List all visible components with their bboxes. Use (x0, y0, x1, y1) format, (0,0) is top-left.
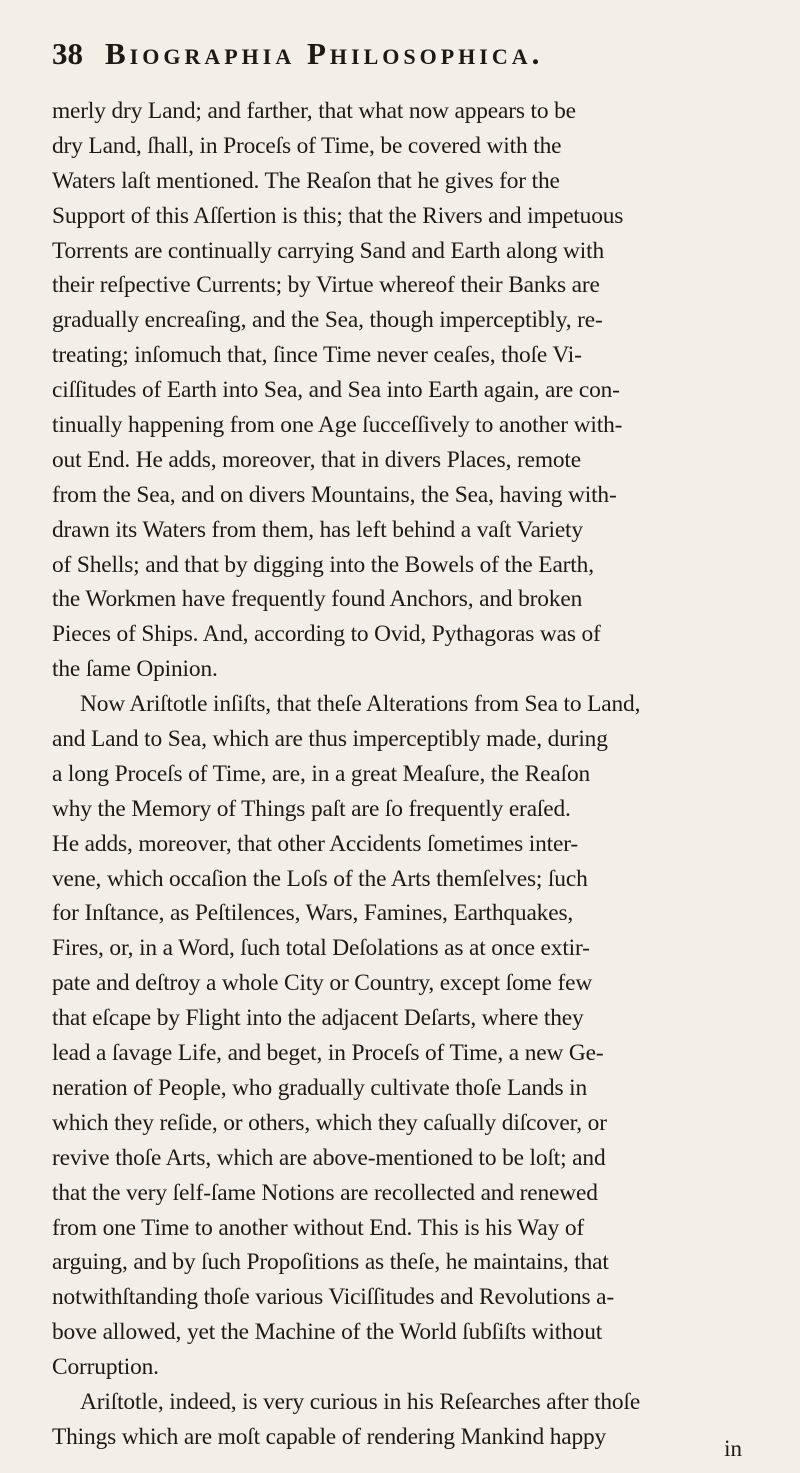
text-line: for Inſtance, as Peſtilences, Wars, Famines, Earthquakes, (52, 900, 574, 927)
text-line: arguing, and by ſuch Propoſitions as theſe, he maintains, that (52, 1249, 609, 1276)
text-line: gradually encreaſing, and the Sea, though imperceptibly, re- (52, 307, 603, 334)
text-line: a long Proceſs of Time, are, in a great Meaſure, the Reaſon (52, 760, 591, 787)
running-title: Biographia Philosophica. (105, 36, 544, 71)
body-text (52, 94, 754, 1455)
text-line: tinually happening from one Age ſucceſſively to another with- (52, 412, 623, 439)
text-line: which they reſide, or others, which they caſually diſcover, or (52, 1109, 607, 1136)
text-line: Things which are moſt capable of rendering Mankind happy (52, 1423, 607, 1450)
page-number: 38 (52, 36, 83, 71)
text-line: ciſſitudes of Earth into Sea, and Sea into Earth again, are con- (52, 377, 620, 404)
text-line: Pieces of Ships. And, according to Ovid, Pythagoras was of (52, 621, 601, 648)
text-line: bove allowed, yet the Machine of the World ſubſiſts without (52, 1319, 603, 1346)
text-line: pate and deſtroy a whole City or Country, except ſome few (52, 970, 593, 997)
text-line: the Workmen have frequently found Anchors, and broken (52, 586, 583, 613)
running-head (52, 36, 754, 92)
text-line: treating; inſomuch that, ſince Time never ceaſes, thoſe Vi- (52, 342, 582, 369)
text-line: He adds, moreover, that other Accidents ſometimes inter- (52, 830, 579, 857)
text-line: from one Time to another without End. This is his Way of (52, 1214, 585, 1241)
text-line: Ariſtotle, indeed, is very curious in his Reſearches after thoſe (80, 1388, 641, 1415)
text-line: Torrents are continually carrying Sand and Earth along with (52, 237, 605, 264)
text-line: neration of People, who gradually cultivate thoſe Lands in (52, 1074, 587, 1101)
text-line: dry Land, ſhall, in Proceſs of Time, be covered with the (52, 132, 562, 159)
text-line: Fires, or, in a Word, ſuch total Deſolations as at once extir- (52, 935, 590, 962)
catchword: in (724, 1436, 742, 1461)
text-line: lead a ſavage Life, and beget, in Proceſs of Time, a new Ge- (52, 1040, 604, 1067)
text-line: why the Memory of Things paſt are ſo frequently eraſed. (52, 795, 571, 822)
text-line: and Land to Sea, which are thus imperceptibly made, during (52, 726, 608, 753)
text-line: their reſpective Currents; by Virtue whereof their Banks are (52, 272, 600, 299)
text-line: revive thoſe Arts, which are above-mentioned to be loſt; and (52, 1144, 606, 1171)
text-line: merly dry Land; and farther, that what now appears to be (52, 98, 576, 124)
text-line: notwithſtanding thoſe various Viciſſitudes and Revolutions a- (52, 1284, 615, 1311)
text-line: Waters laſt mentioned. The Reaſon that he gives for the (52, 167, 560, 194)
text-line: of Shells; and that by digging into the Bowels of the Earth, (52, 551, 594, 578)
text-line: that the very ſelf-ſame Notions are recollected and renewed (52, 1179, 598, 1206)
text-line: from the Sea, and on divers Mountains, the Sea, having with- (52, 481, 617, 508)
text-line: Now Ariſtotle inſiſts, that theſe Alterations from Sea to Land, (80, 691, 641, 718)
text-line: Support of this Aſſertion is this; that the Rivers and impetuous (52, 202, 624, 229)
text-line: out End. He adds, moreover, that in divers Places, remote (52, 446, 582, 473)
text-line: vene, which occaſion the Loſs of the Arts themſelves; ſuch (52, 865, 588, 892)
text-line: Corruption. (52, 1354, 159, 1381)
text-line: drawn its Waters from them, has left behind a vaſt Variety (52, 516, 583, 543)
text-line: the ſame Opinion. (52, 656, 218, 683)
text-line: that eſcape by Flight into the adjacent Deſarts, where they (52, 1005, 584, 1032)
